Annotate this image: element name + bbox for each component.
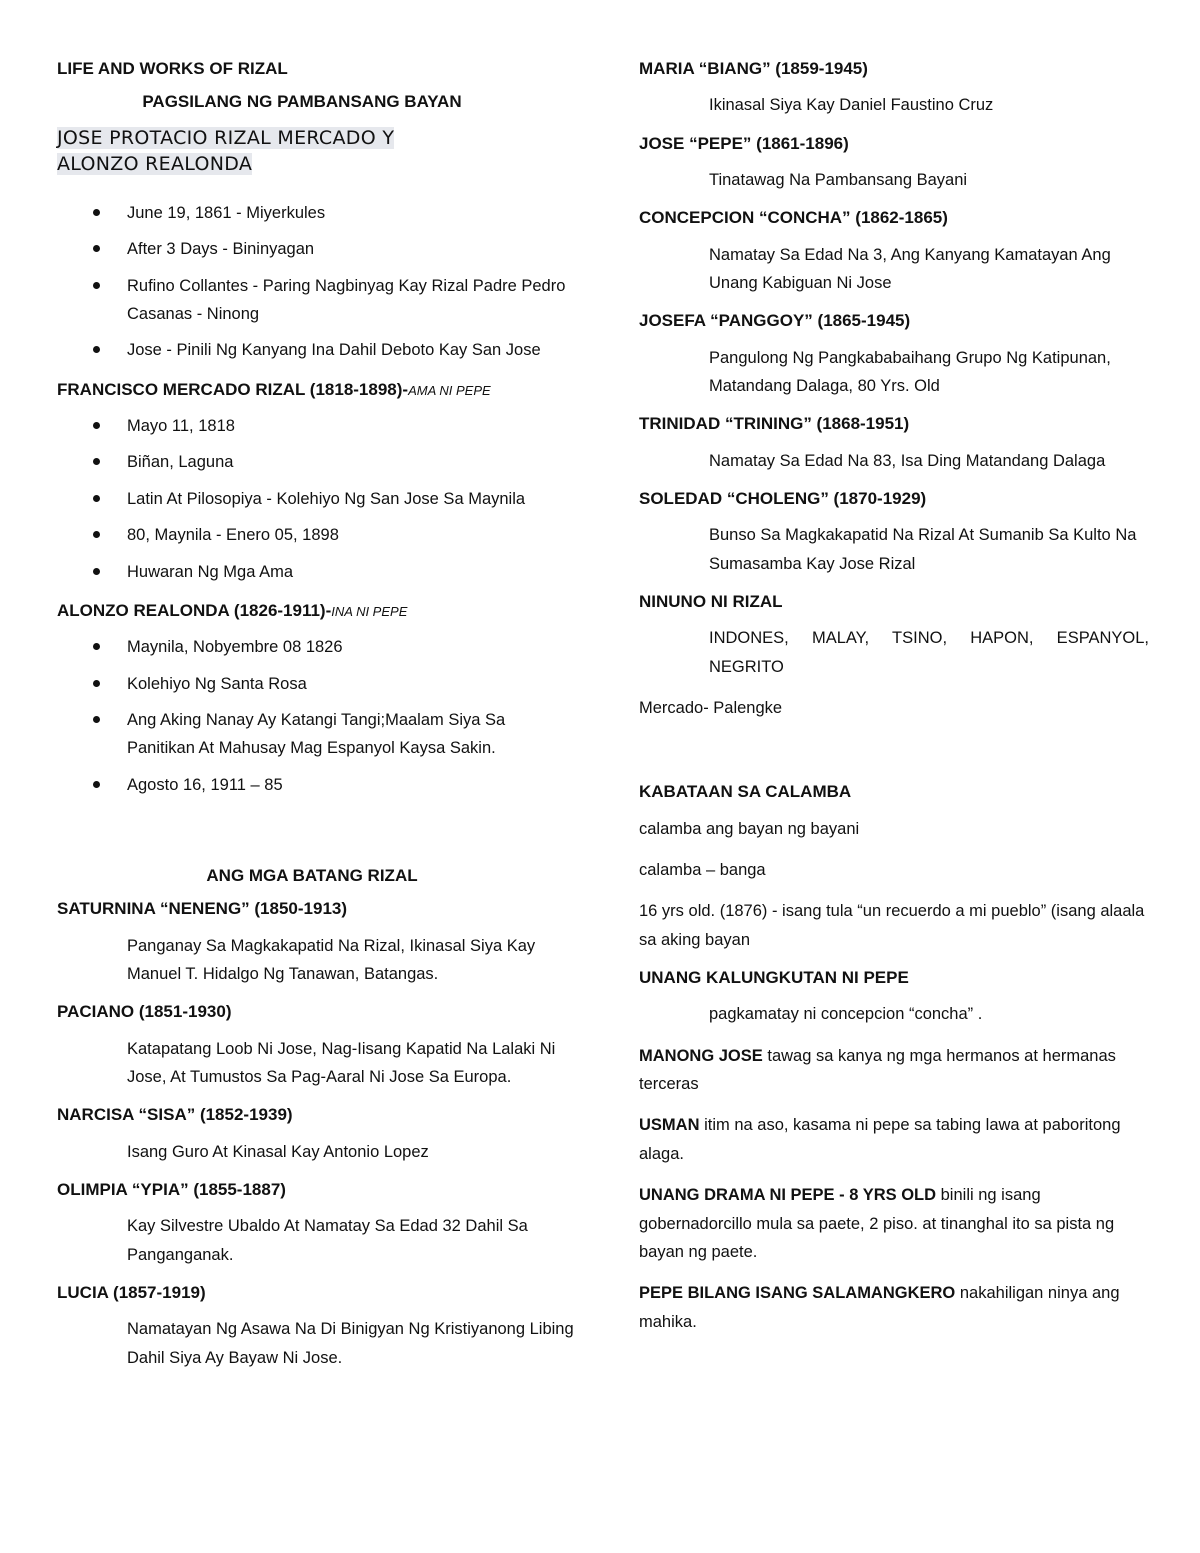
- father-list: [57, 412, 577, 586]
- ancestors-text: INDONES, MALAY, TSINO, HAPON, ESPANYOL, NEGRITO: [709, 629, 1149, 676]
- child-text: Bunso Sa Magkakapatid Na Rizal At Sumanib Sa Kulto Na Sumasamba Kay Jose Rizal: [709, 526, 1137, 573]
- mercado-note: Mercado- Palengke: [639, 698, 783, 717]
- father-heading-text: FRANCISCO MERCADO RIZAL (1818-1898)-: [57, 379, 409, 399]
- ancestors-heading: NINUNO NI RIZAL: [639, 591, 783, 611]
- mother-heading-text: ALONZO REALONDA (1826-1911)-: [57, 600, 332, 620]
- child-heading: SOLEDAD “CHOLENG” (1870-1929): [639, 488, 927, 508]
- mother-note: INA NI PEPE: [331, 603, 408, 619]
- children-heading: ANG MGA BATANG RIZAL: [206, 866, 418, 886]
- list-item: Biñan, Laguna: [127, 448, 577, 476]
- list-item: 80, Maynila - Enero 05, 1898: [127, 521, 577, 549]
- drama-term: UNANG DRAMA NI PEPE - 8 YRS OLD: [639, 1186, 937, 1205]
- sorrow-heading: UNANG KALUNGKUTAN NI PEPE: [639, 968, 909, 987]
- rizal-name-line2: ALONZO REALONDA: [57, 152, 253, 175]
- manong-jose-paragraph: [639, 1042, 1149, 1099]
- youth-line: calamba ang bayan ng bayani: [639, 819, 860, 838]
- child-text: Pangulong Ng Pangkababaihang Grupo Ng Katipunan, Matandang Dalaga, 80 Yrs. Old: [709, 348, 1111, 395]
- child-text: Namatay Sa Edad Na 3, Ang Kanyang Kamatayan Ang Unang Kabiguan Ni Jose: [709, 245, 1111, 292]
- list-item: Ang Aking Nanay Ay Katangi Tangi;Maalam Siya Sa Panitikan At Mahusay Mag Espanyol Kaysa Sakin.: [127, 706, 577, 763]
- mother-heading: [57, 600, 577, 621]
- right-column: [639, 58, 1149, 1349]
- child-heading: LUCIA (1857-1919): [57, 1282, 206, 1302]
- child-text: Panganay Sa Magkakapatid Na Rizal, Ikinasal Siya Kay Manuel T. Hidalgo Ng Tanawan, Batangas.: [127, 936, 536, 983]
- birth-list: [57, 199, 577, 365]
- left-column: [57, 58, 577, 1385]
- child-text: Kay Silvestre Ubaldo At Namatay Sa Edad 32 Dahil Sa Panganganak.: [127, 1217, 528, 1264]
- child-text: Namatayan Ng Asawa Na Di Binigyan Ng Kristiyanong Libing Dahil Siya Ay Bayaw Ni Jose.: [127, 1320, 574, 1367]
- father-note: AMA NI PEPE: [408, 382, 491, 398]
- child-heading: NARCISA “SISA” (1852-1939): [57, 1105, 293, 1125]
- magic-text: nakahiligan ninya ang mahika.: [639, 1284, 1120, 1331]
- child-heading: JOSEFA “PANGGOY” (1865-1945): [639, 311, 911, 331]
- drama-paragraph: [639, 1181, 1149, 1266]
- list-item: Jose - Pinili Ng Kanyang Ina Dahil Deboto Kay San Jose: [127, 336, 577, 364]
- list-item: Rufino Collantes - Paring Nagbinyag Kay Rizal Padre Pedro Casanas - Ninong: [127, 272, 577, 329]
- child-text: Isang Guro At Kinasal Kay Antonio Lopez: [127, 1142, 429, 1161]
- youth-line: calamba – banga: [639, 860, 766, 879]
- child-heading: TRINIDAD “TRINING” (1868-1951): [639, 414, 910, 434]
- child-heading: JOSE “PEPE” (1861-1896): [639, 133, 849, 153]
- child-heading: PACIANO (1851-1930): [57, 1002, 232, 1022]
- father-heading: [57, 379, 577, 400]
- document-title: LIFE AND WORKS OF RIZAL: [57, 59, 288, 78]
- list-item: Huwaran Ng Mga Ama: [127, 558, 577, 586]
- rizal-name-line1: JOSE PROTACIO RIZAL MERCADO Y: [57, 126, 395, 149]
- list-item: Maynila, Nobyembre 08 1826: [127, 633, 577, 661]
- list-item: Kolehiyo Ng Santa Rosa: [127, 670, 577, 698]
- child-heading: SATURNINA “NENENG” (1850-1913): [57, 899, 348, 919]
- child-text: Ikinasal Siya Kay Daniel Faustino Cruz: [709, 96, 994, 115]
- manong-jose-term: MANONG JOSE: [639, 1046, 763, 1065]
- list-item: Mayo 11, 1818: [127, 412, 577, 440]
- mother-list: [57, 633, 577, 799]
- child-heading: CONCEPCION “CONCHA” (1862-1865): [639, 208, 948, 228]
- youth-heading: KABATAAN SA CALAMBA: [639, 782, 852, 802]
- list-item: Latin At Pilosopiya - Kolehiyo Ng San Jose Sa Maynila: [127, 485, 577, 513]
- rizal-full-name: [57, 125, 577, 177]
- child-text: Namatay Sa Edad Na 83, Isa Ding Matandang Dalaga: [709, 451, 1106, 470]
- sorrow-text: pagkamatay ni concepcion “concha” .: [709, 1005, 983, 1024]
- list-item: June 19, 1861 - Miyerkules: [127, 199, 577, 227]
- child-heading: MARIA “BIANG” (1859-1945): [639, 59, 868, 78]
- list-item: After 3 Days - Bininyagan: [127, 235, 577, 263]
- manong-jose-text: tawag sa kanya ng mga hermanos at hermanas terceras: [639, 1046, 1116, 1093]
- usman-term: USMAN: [639, 1116, 700, 1135]
- magic-paragraph: [639, 1279, 1149, 1336]
- usman-paragraph: [639, 1111, 1149, 1168]
- youth-line: 16 yrs old. (1876) - isang tula “un recuerdo a mi pueblo” (isang alaala sa aking bayan: [639, 902, 1145, 949]
- child-text: Tinatawag Na Pambansang Bayani: [709, 170, 968, 189]
- magic-term: PEPE BILANG ISANG SALAMANGKERO: [639, 1284, 956, 1303]
- list-item: Agosto 16, 1911 – 85: [127, 771, 577, 799]
- section-title-birth: PAGSILANG NG PAMBANSANG BAYAN: [142, 92, 462, 112]
- drama-text: binili ng isang gobernadorcillo mula sa paete, 2 piso. at tinanghal ito sa pista ng bayan ng paete.: [639, 1186, 1115, 1261]
- usman-text: itim na aso, kasama ni pepe sa tabing lawa at paboritong alaga.: [639, 1116, 1121, 1163]
- child-heading: OLIMPIA “YPIA” (1855-1887): [57, 1179, 286, 1199]
- child-text: Katapatang Loob Ni Jose, Nag-Iisang Kapatid Na Lalaki Ni Jose, At Tumustos Sa Pag-Aaral Ni Jose Sa Europa.: [127, 1039, 556, 1086]
